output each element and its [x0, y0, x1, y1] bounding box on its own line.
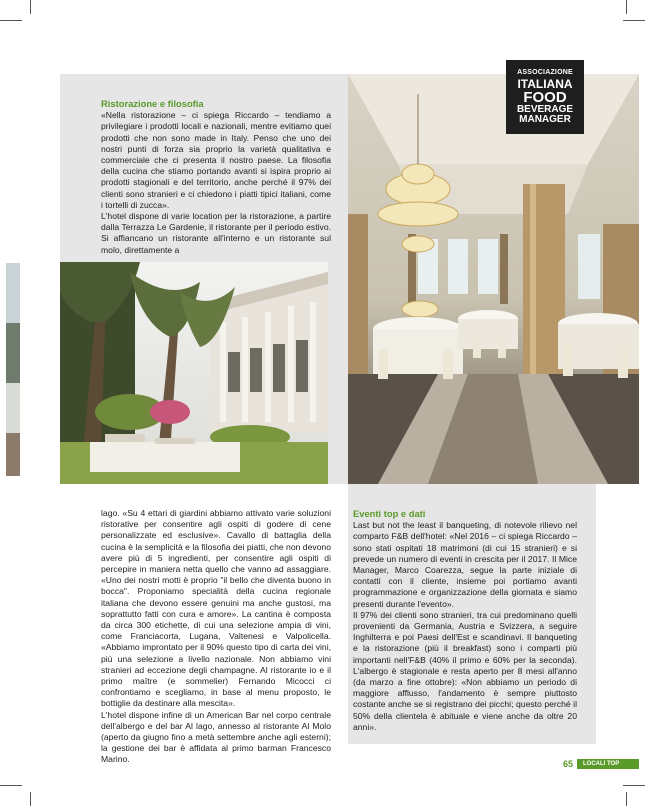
- villa-garden-photo: [60, 262, 328, 484]
- crop-mark: [623, 785, 645, 786]
- logo-text: BEVERAGE: [516, 104, 574, 115]
- section-label: LOCALI TOP: [577, 759, 639, 769]
- crop-mark: [0, 785, 22, 786]
- ballroom-photo: [348, 74, 639, 484]
- paragraph: Last but not the least il banqueting, di notevole rilievo nel comparto F&B dell'hotel: «Nel 2016 – ci spiega Riccardo – sono stati ospitati 18 matrimoni (di cui 15 stranieri) e si prevede un numero di eventi in crescita per il 2017. Il Mice Manager, Marco Coarezza, segue la parte iniziale di contatti con il cliente, insieme poi portiamo avanti programmazione e organizzazione della giornata e siamo presenti durante l'evento».: [353, 520, 577, 609]
- crop-mark: [0, 20, 22, 21]
- crop-mark: [626, 792, 627, 806]
- association-logo: [506, 60, 584, 134]
- paragraph: lago. «Su 4 ettari di giardini abbiamo attivato varie soluzioni ristorative per consentire agli ospiti di godere di cene personalizzate ed esclusive». Cavallo di battaglia della cucina è la semplicità e la filosofia dei piatti, che non devono avere più di 5 ingredienti, per consentire agli ospiti di percepire in maniera netta quello che vanno ad assaggiare. «Uno dei nostri motti è proprio "il bello che diventa buono in bocca". Proponiamo specialità della cucina regionale italiana che devono essere genuini ma anche gustosi, ma soprattutto fatti con cura e amore». La cantina è composta da circa 300 etichette, di cui una selezione ampia di vini, come Franciacorta, Lugana, Valtenesi e Valpolicella. «Abbiamo improntato per il 90% questo tipo di carta dei vini, più una selezione a livello nazionale. Non abbiamo vini stranieri ad eccezione degli champagne. Al ristorante io e il primo maître (e sommelier) Fernando Micocci ci confrontiamo e scegliamo, in base al menu proposto, le bottiglie da destinare alla mescita».: [101, 508, 331, 709]
- logo-text: FOOD: [523, 89, 567, 106]
- section-heading: Eventi top e dati: [353, 508, 426, 519]
- page-number: 65: [563, 759, 574, 769]
- crop-mark: [623, 20, 645, 21]
- adjacent-page-strip: [6, 263, 20, 476]
- paragraph: «Nella ristorazione – ci spiega Riccardo – tendiamo a privilegiare i prodotti locali e nazionali, mentre evitiamo quei prodotti che non sono made in Italy. Penso che uno dei nostri punti di forza sia proprio la varietà qualitativa e commerciale che ci presenta il nostro paese. La filosofia della cucina che stiamo portando avanti si ispira proprio ai prodotti stagionali e del territorio, anche perché il 97% dei clienti sono stranieri e ci chiedono i piatti tipici italiani, come i tortelli di zucca».: [101, 110, 331, 210]
- logo-text: MANAGER: [519, 114, 571, 125]
- paragraph: Il 97% dei clienti sono stranieri, tra cui predominano quelli provenienti da Germania, Austria e Svizzera, a seguire Inghilterra e poi Paesi dell'Est e scandinavi. Il banqueting e la ristorazione (più il breakfast) sono i comparti più importanti nell'F&B (40% il primo e 60% per la seconda). L'albergo è stagionale e resta aperto per 8 mesi all'anno (da marzo a fine ottobre): «Non abbiamo un periodo di maggiore afflusso, l'andamento è sempre piuttosto costante anche se si registrano dei picchi; questo perché il 50% della clientela è abituale e viene anche da oltre 20 anni».: [353, 609, 577, 732]
- crop-mark: [626, 0, 627, 14]
- section-heading: Ristorazione e filosofia: [101, 98, 204, 109]
- paragraph: L'hotel dispone di varie location per la ristorazione, a partire dalla Terrazza Le Gardenie, il ristorante per il periodo estivo. Si affiancano un ristorante all'interno e un ristorante sul molo, direttamente a: [101, 211, 331, 255]
- crop-mark: [30, 0, 31, 14]
- logo-text: ITALIANA: [517, 77, 573, 91]
- section-cantina: [101, 508, 331, 766]
- crop-mark: [30, 792, 31, 806]
- section-eventi: [353, 508, 577, 733]
- section-ristorazione: [101, 98, 331, 256]
- paragraph: L'hotel dispone infine di un American Bar nel corpo centrale dell'albergo e del bar Al lago, annesso al ristorante Al Molo (aperto da giugno fino a metà settembre anche agli esterni); la gestione dei bar è affidata al primo barman Francesco Marino.: [101, 709, 331, 765]
- logo-text: ASSOCIAZIONE: [517, 69, 573, 76]
